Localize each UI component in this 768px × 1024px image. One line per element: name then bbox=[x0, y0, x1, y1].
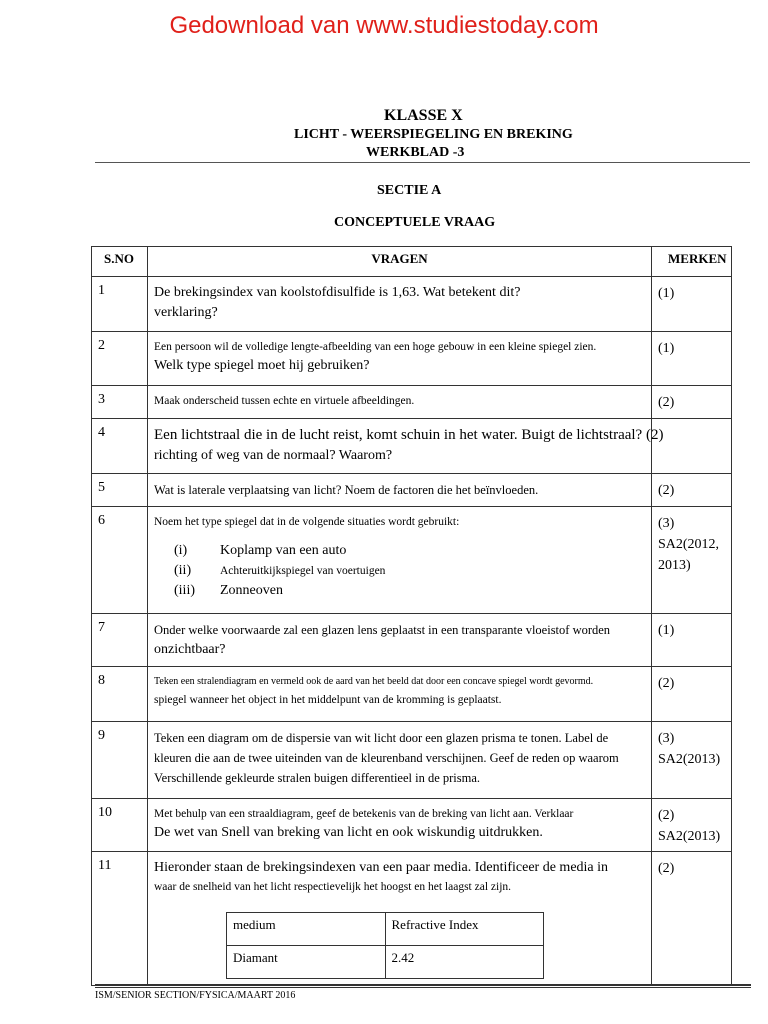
worksheet-title: WERKBLAD -3 bbox=[366, 145, 465, 160]
header-marks: MERKEN bbox=[652, 247, 732, 277]
row-number: 7 bbox=[92, 614, 148, 667]
question-line: Maak onderscheid tussen echte en virtuele afbeeldingen. bbox=[154, 395, 415, 407]
row-number: 5 bbox=[92, 474, 148, 507]
refractive-index-value: 2.42 bbox=[385, 946, 544, 979]
section-title: SECTIE A bbox=[377, 183, 442, 198]
marks-cell bbox=[652, 474, 732, 507]
marks-value: (1) bbox=[658, 286, 675, 301]
table-row bbox=[92, 852, 732, 986]
marks-value: (3) bbox=[658, 516, 675, 531]
question-line: spiegel wanneer het object in het middelpunt van de kromming is geplaatst. bbox=[154, 694, 502, 706]
sub-question-number: (i) bbox=[174, 543, 188, 558]
question-line: Hieronder staan de brekingsindexen van een paar media. Identificeer de media in bbox=[154, 860, 609, 875]
marks-cell bbox=[652, 332, 732, 386]
page-footer: ISM/SENIOR SECTION/FYSICA/MAART 2016 bbox=[95, 990, 296, 1001]
inner-header-medium: medium bbox=[227, 913, 386, 946]
sub-question-text: Zonneoven bbox=[220, 583, 283, 598]
row-number: 6 bbox=[92, 507, 148, 614]
question-line: Welk type spiegel moet hij gebruiken? bbox=[154, 358, 370, 373]
table-row bbox=[92, 332, 732, 386]
question-line: Onder welke voorwaarde zal een glazen lens geplaatst in een transparante vloeistof worden bbox=[154, 623, 611, 637]
exam-reference: SA2(2013) bbox=[658, 752, 721, 767]
question-line: Een lichtstraal die in de lucht reist, komt schuin in het water. Buigt de lichtstraal? (2) bbox=[154, 427, 664, 443]
subject-title: LICHT - WEERSPIEGELING EN BREKING bbox=[294, 127, 573, 142]
marks-cell bbox=[652, 419, 732, 474]
row-number: 8 bbox=[92, 667, 148, 722]
table-row bbox=[92, 386, 732, 419]
question-line: richting of weg van de normaal? Waarom? bbox=[154, 448, 393, 463]
row-number: 1 bbox=[92, 277, 148, 332]
table-row bbox=[92, 507, 732, 614]
table-row bbox=[92, 474, 732, 507]
category-title: CONCEPTUELE VRAAG bbox=[334, 215, 496, 230]
sub-question bbox=[174, 581, 645, 601]
table-row bbox=[92, 277, 732, 332]
table-row bbox=[92, 722, 732, 799]
table-row bbox=[92, 614, 732, 667]
question-cell bbox=[148, 507, 652, 614]
question-cell bbox=[148, 614, 652, 667]
marks-cell bbox=[652, 277, 732, 332]
marks-cell bbox=[652, 614, 732, 667]
question-line: Teken een diagram om de dispersie van wit licht door een glazen prisma te tonen. Label de bbox=[154, 731, 609, 745]
exam-reference: 2013) bbox=[658, 558, 691, 573]
table-row bbox=[92, 419, 732, 474]
row-number: 4 bbox=[92, 419, 148, 474]
table-row bbox=[92, 799, 732, 852]
question-line: De wet van Snell van breking van licht en ook wiskundig uitdrukken. bbox=[154, 825, 543, 840]
questions-table bbox=[91, 246, 732, 986]
exam-reference: SA2(2013) bbox=[658, 829, 721, 844]
refractive-index-table bbox=[226, 912, 544, 979]
header-sno: S.NO bbox=[92, 247, 148, 277]
question-line: De brekingsindex van koolstofdisulfide is 1,63. Wat betekent dit? bbox=[154, 285, 521, 300]
question-cell bbox=[148, 799, 652, 852]
question-cell bbox=[148, 386, 652, 419]
footer-divider bbox=[95, 984, 751, 986]
sub-question-text: Koplamp van een auto bbox=[220, 543, 347, 558]
question-cell bbox=[148, 667, 652, 722]
row-number: 3 bbox=[92, 386, 148, 419]
footer-divider-thin bbox=[95, 987, 751, 988]
inner-table-row bbox=[227, 946, 544, 979]
question-line: Teken een stralendiagram en vermeld ook de aard van het beeld dat door een concave spiegel wordt gevormd. bbox=[154, 676, 594, 687]
marks-value: (2) bbox=[658, 395, 675, 410]
sub-question-number: (iii) bbox=[174, 583, 195, 598]
row-number: 10 bbox=[92, 799, 148, 852]
class-title: KLASSE X bbox=[384, 107, 463, 124]
question-cell bbox=[148, 332, 652, 386]
sub-question-text: Achteruitkijkspiegel van voertuigen bbox=[220, 565, 386, 577]
sub-question bbox=[174, 561, 645, 581]
row-number: 9 bbox=[92, 722, 148, 799]
question-line: Met behulp van een straaldiagram, geef de betekenis van de breking van licht aan. Verklaar bbox=[154, 808, 574, 820]
marks-cell bbox=[652, 507, 732, 614]
exam-reference: SA2(2012, bbox=[658, 537, 720, 552]
marks-value: (1) bbox=[658, 623, 675, 638]
question-line: Wat is laterale verplaatsing van licht? Noem de factoren die het beïnvloeden. bbox=[154, 483, 539, 497]
sub-question-list bbox=[174, 541, 645, 601]
marks-value: (2) bbox=[658, 483, 675, 498]
question-line: Verschillende gekleurde stralen buigen differentieel in de prisma. bbox=[154, 771, 481, 785]
marks-cell bbox=[652, 852, 732, 986]
question-cell bbox=[148, 722, 652, 799]
inner-header-index: Refractive Index bbox=[385, 913, 544, 946]
question-line: waar de snelheid van het licht respectievelijk het hoogst en het laagst zal zijn. bbox=[154, 881, 512, 893]
marks-value: (1) bbox=[658, 341, 675, 356]
questions-table-wrapper bbox=[91, 246, 731, 973]
question-cell bbox=[148, 852, 652, 986]
row-number: 11 bbox=[92, 852, 148, 986]
header-questions: VRAGEN bbox=[148, 247, 652, 277]
medium-name: Diamant bbox=[227, 946, 386, 979]
sub-question-number: (ii) bbox=[174, 563, 192, 578]
inner-table-header-row bbox=[227, 913, 544, 946]
question-cell bbox=[148, 474, 652, 507]
marks-cell bbox=[652, 667, 732, 722]
header-divider bbox=[95, 162, 750, 163]
question-line: onzichtbaar? bbox=[154, 642, 226, 657]
marks-cell bbox=[652, 799, 732, 852]
row-number: 2 bbox=[92, 332, 148, 386]
marks-cell bbox=[652, 722, 732, 799]
download-banner[interactable]: Gedownload van www.studiestoday.com bbox=[169, 12, 599, 39]
question-cell bbox=[148, 419, 664, 474]
marks-value: (2) bbox=[658, 861, 675, 876]
marks-value: (3) bbox=[658, 731, 675, 746]
marks-value: (2) bbox=[658, 808, 675, 823]
question-line: Noem het type spiegel dat in de volgende situaties wordt gebruikt: bbox=[154, 516, 460, 528]
question-line: verklaring? bbox=[154, 305, 218, 320]
marks-cell bbox=[652, 386, 732, 419]
question-line: kleuren die aan de twee uiteinden van de kleurenband verschijnen. Geef de reden op waarom bbox=[154, 751, 619, 765]
sub-question bbox=[174, 541, 645, 561]
table-row bbox=[92, 667, 732, 722]
question-line: Een persoon wil de volledige lengte-afbeelding van een hoge gebouw in een kleine spiegel zien. bbox=[154, 341, 597, 353]
question-cell bbox=[148, 277, 652, 332]
marks-value: (2) bbox=[658, 676, 675, 691]
